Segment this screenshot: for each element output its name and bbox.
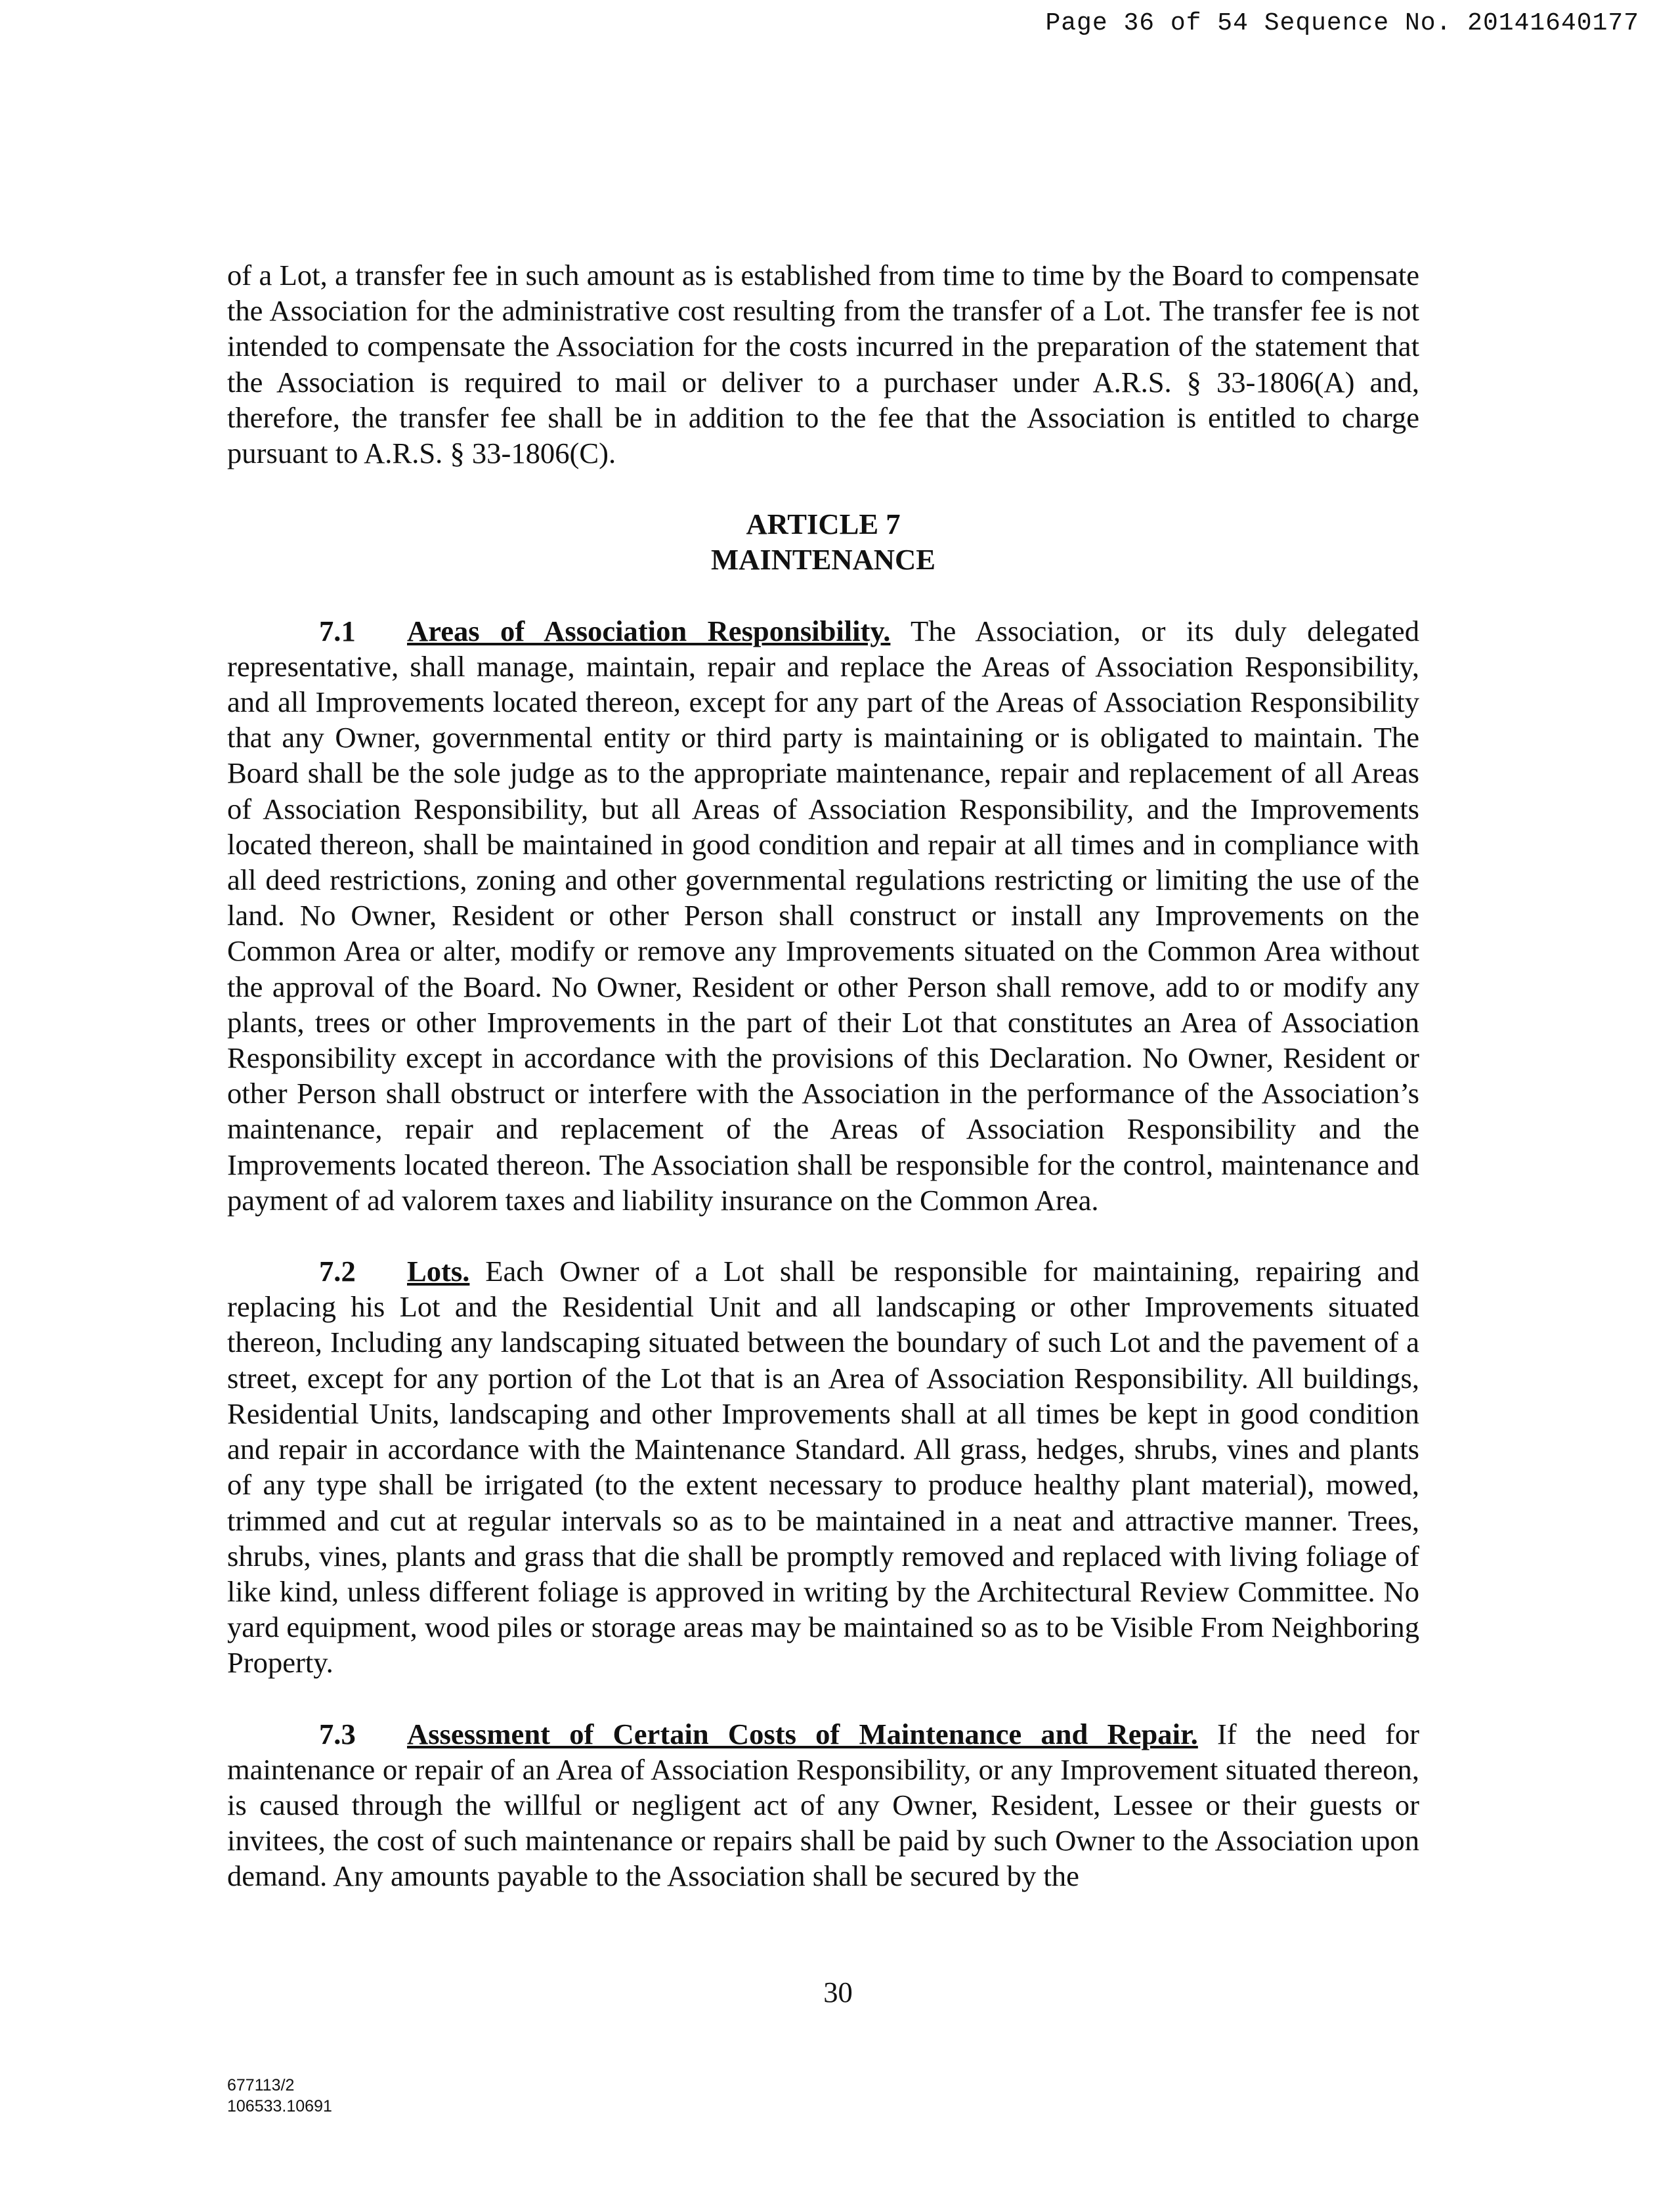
section-body: If the need for maintenance or repair of an Area of Association Responsibility, or any Improvement situated thereon, is caused through the willful or negligent act of any Owner, Resident, Lessee or their guests or invitees, the cost of such maintenance or repairs shall be paid by such Owner to the Association upon demand. Any amounts payable to the Association shall be secured by the bbox=[227, 1717, 1419, 1893]
doc-code-1: 677113/2 bbox=[227, 2076, 295, 2094]
article-title: MAINTENANCE bbox=[711, 543, 935, 576]
section-7-2 bbox=[227, 1253, 1419, 1680]
section-title: Lots. bbox=[407, 1255, 470, 1288]
page-number: 30 bbox=[823, 1976, 853, 2008]
document-body bbox=[227, 257, 1419, 1930]
article-number: ARTICLE 7 bbox=[746, 508, 901, 541]
intro-paragraph: of a Lot, a transfer fee in such amount as is established from time to time by the Board to compensate the Association for the administrative cost resulting from the transfer of a Lot. The transfer fee is not intended to compensate the Association for the costs incurred in the preparation of the statement that the Association is required to mail or deliver to a purchaser under A.R.S. § 33-1806(A) and, therefore, the transfer fee shall be in addition to the fee that the Association is entitled to charge pursuant to A.R.S. § 33-1806(C). bbox=[227, 259, 1419, 470]
doc-code-2: 106533.10691 bbox=[227, 2097, 332, 2115]
section-title: Areas of Association Responsibility. bbox=[407, 614, 891, 647]
document-codes bbox=[227, 2075, 332, 2117]
section-7-3 bbox=[227, 1716, 1419, 1894]
section-number: 7.1 bbox=[319, 614, 356, 647]
section-number: 7.2 bbox=[319, 1255, 356, 1288]
section-body: Each Owner of a Lot shall be responsible for maintaining, repairing and replacing his Lot and the Residential Unit and all landscaping or other Improvements situated thereon, Including any landscaping situated between the boundary of such Lot and the pavement of a street, except for any portion of the Lot that is an Area of Association Responsibility. All buildings, Residential Units, landscaping and other Improvements shall at all times be kept in good condition and repair in accordance with the Maintenance Standard. All grass, hedges, shrubs, vines and plants of any type shall be irrigated (to the extent necessary to produce healthy plant material), mowed, trimmed and cut at regular intervals so as to be maintained in a neat and attractive manner. Trees, shrubs, vines, plants and grass that die shall be promptly removed and replaced with living foliage of like kind, unless different foliage is approved in writing by the Architectural Review Committee. No yard equipment, wood piles or storage areas may be maintained so as to be Visible From Neighboring Property. bbox=[227, 1255, 1419, 1680]
section-title: Assessment of Certain Costs of Maintenance and Repair. bbox=[407, 1717, 1198, 1750]
page-header: Page 36 of 54 Sequence No. 20141640177 bbox=[1045, 9, 1639, 37]
section-7-1 bbox=[227, 613, 1419, 1218]
article-heading bbox=[227, 506, 1419, 577]
section-body: The Association, or its duly delegated representative, shall manage, maintain, repair and replace the Areas of Association Responsibility, and all Improvements located thereon, except for any part of the Areas of Association Responsibility that any Owner, governmental entity or third party is maintaining or is obligated to maintain. The Board shall be the sole judge as to the appropriate maintenance, repair and replacement of all Areas of Association Responsibility, but all Areas of Association Responsibility, and the Improvements located thereon, shall be maintained in good condition and repair at all times and in compliance with all deed restrictions, zoning and other governmental regulations restricting or limiting the use of the land. No Owner, Resident or other Person shall construct or install any Improvements on the Common Area or alter, modify or remove any Improvements situated on the Common Area without the approval of the Board. No Owner, Resident or other Person shall remove, add to or modify any plants, trees or other Improvements in the part of their Lot that constitutes an Area of Association Responsibility except in accordance with the provisions of this Declaration. No Owner, Resident or other Person shall obstruct or interfere with the Association in the performance of the Association’s maintenance, repair and replacement of the Areas of Association Responsibility and the Improvements located thereon. The Association shall be responsible for the control, maintenance and payment of ad valorem taxes and liability insurance on the Common Area. bbox=[227, 614, 1420, 1217]
section-number: 7.3 bbox=[319, 1717, 356, 1750]
